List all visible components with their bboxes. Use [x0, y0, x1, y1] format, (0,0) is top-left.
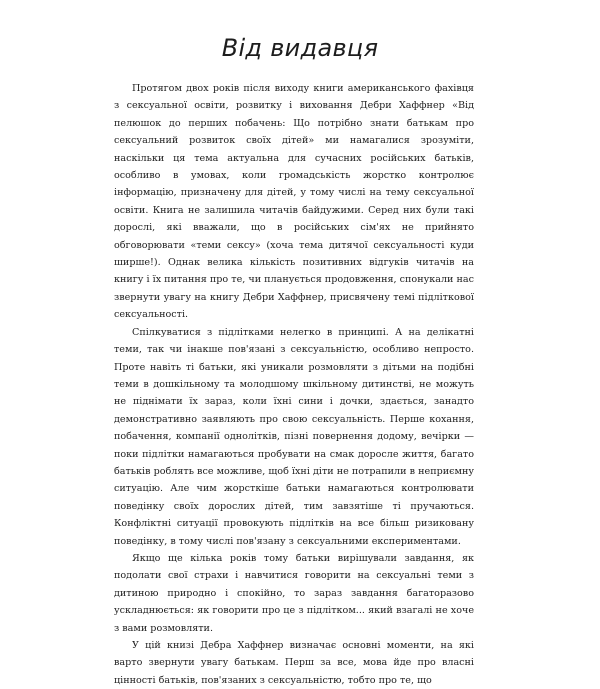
page-title: Від видавця [221, 34, 379, 62]
paragraph: Спілкуватися з підлітками нелегко в принципі. А на делікатні теми, так чи інакше пов'язані з сексуальністю, особливо непросто. Проте навіть ті батьки, які уникали розмовляти з дітьми на подібні теми в дошкільному та молодшому шкільному дитинстві, не можуть не піднімати їх зараз, коли їхні сини і дочки, здається, занадто демонстративно заявляють про свою сексуальність. Перше кохання, побачення, компанії однолітків, пізні повернення додому, вечірки — поки підлітки намагаються пробувати на смак доросле життя, багато батьків роблять все можливе, щоб їхні діти не потрапили в неприємну ситуацію. Але чим жорсткіше батьки намагаються контролювати поведінку своїх дорослих дітей, тим завзятіше ті пручаються. Конфліктні ситуації провокують підлітків на все більш ризиковану поведінку, в тому числі пов'язану з сексуальними експериментами. [114, 326, 474, 547]
paragraph: У цій книзі Дебра Хаффнер визначає основні моменти, на які варто звернути увагу батькам. Перш за все, мова йде про власні цінності батьків, пов'язаних з сексуальністю, тобто про те, що [114, 640, 474, 686]
body-text [114, 80, 474, 689]
paragraph: Протягом двох років після виходу книги американського фахівця з сексуальної освіти, розвитку і виховання Дебри Хаффнер «Від пелюшок до перших побачень: Що потрібно знати батькам про сексуальний розвиток своїх дітей» ми намагалися зрозуміти, наскільки ця тема актуальна для сучасних російських батьків, особливо в умовах, коли громадськість жорстко контролює інформацію, призначену для дітей, у тому числі на тему сексуальної освіти. Книга не залишила читачів байдужими. Серед них були такі дорослі, які вважали, що в російських сім'ях не прийнято обговорювати «теми сексу» (хоча тема дитячої сексуальності куди ширше!). Однак велика кількість позитивних відгуків читачів на книгу і їх питання про те, чи планується продовження, спонукали нас звернути увагу на книгу Дебри Хаффнер, присвячену темі підліткової сексуальності. [114, 83, 474, 321]
paragraph: Якщо ще кілька років тому батьки вирішували завдання, як подолати свої страхи і навчитися говорити на сексуальні теми з дитиною природно і спокійно, то зараз завдання багаторазово ускладнюється: як говорити про це з підлітком... який взагалі не хоче з вами розмовляти. [114, 552, 474, 634]
